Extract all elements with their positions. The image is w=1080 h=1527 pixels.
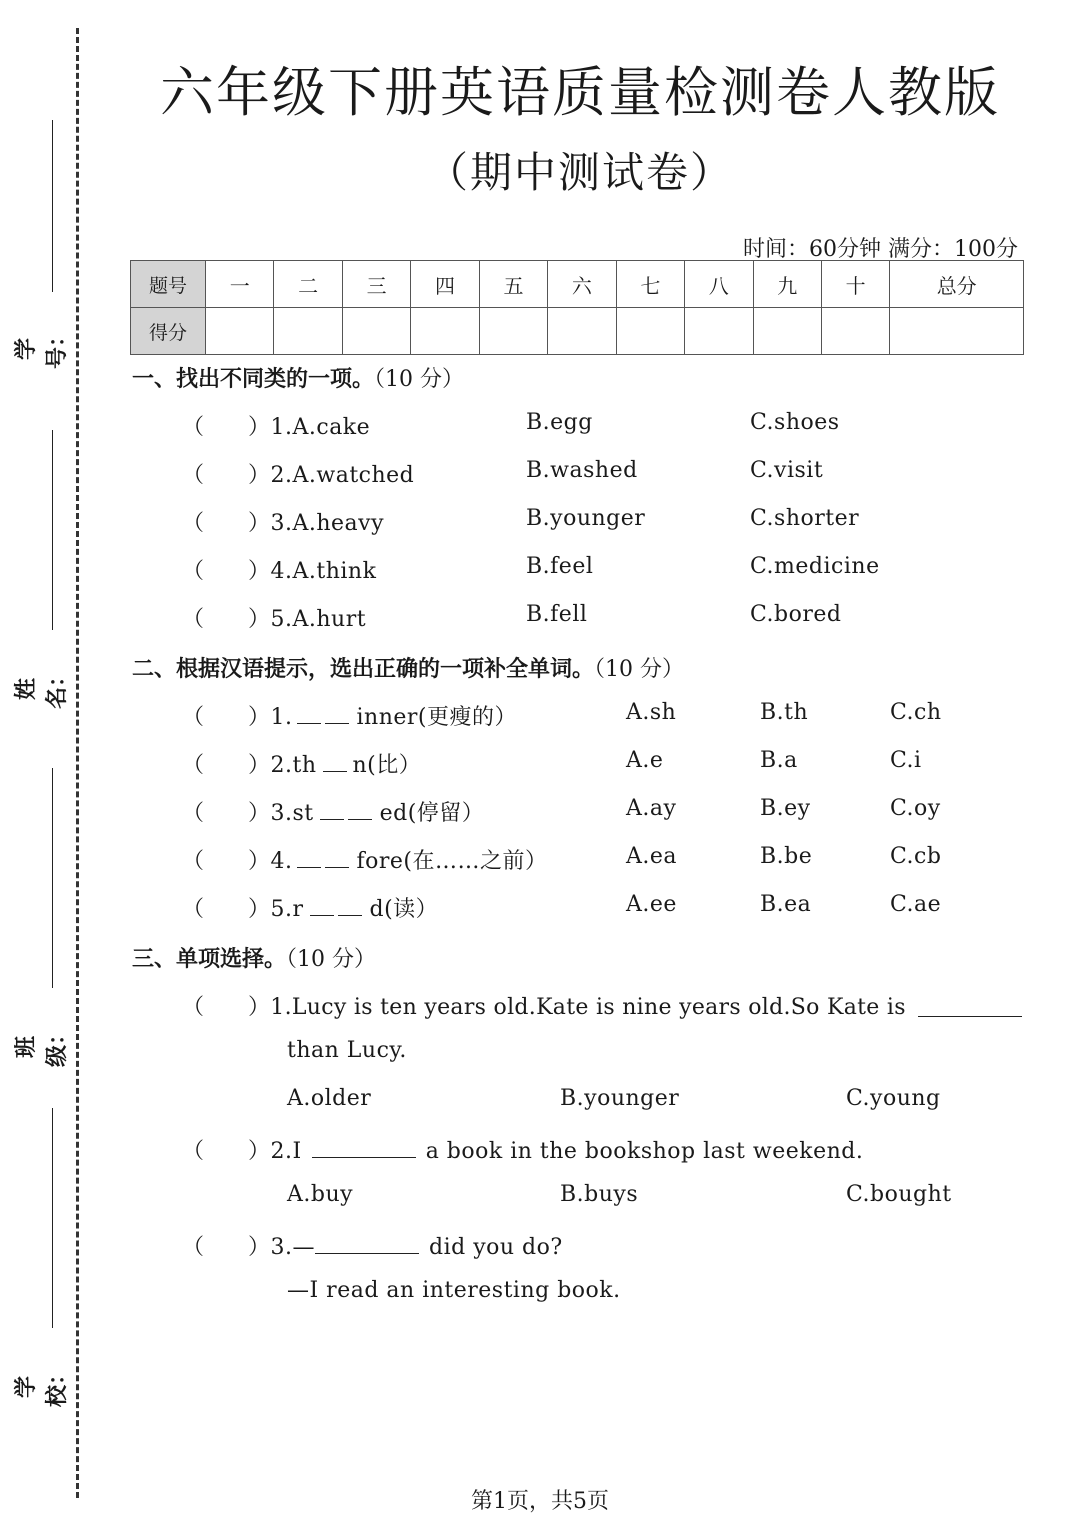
section-2-heading xyxy=(132,652,684,683)
col-total: 总分 xyxy=(890,261,1024,308)
s2-q4-b: B.be xyxy=(760,844,813,869)
s1-q4-c: C.medicine xyxy=(750,554,880,579)
s3-q2-c: C.bought xyxy=(846,1182,952,1207)
blank xyxy=(320,799,344,820)
s1-q5-b: B.fell xyxy=(526,602,588,627)
s1-q1-a: ）1.A.cake xyxy=(248,415,371,440)
s3-q2-post: a book in the bookshop last weekend. xyxy=(425,1139,864,1164)
s3-q1-c: C.young xyxy=(846,1086,941,1111)
s1-q3-a: ）3.A.heavy xyxy=(248,511,385,536)
score-cell[interactable] xyxy=(274,308,342,355)
student-no-label: 学号： xyxy=(14,324,70,369)
s2-q1-c: C.ch xyxy=(890,700,942,725)
score-cell[interactable] xyxy=(342,308,410,355)
row-label-question-no: 题号 xyxy=(131,261,206,308)
s2-q3-post: ed(停留） xyxy=(379,801,485,826)
s2-q2-c: C.i xyxy=(890,748,922,773)
s2-q3-pre: ）3.st xyxy=(248,801,314,826)
blank xyxy=(297,703,321,724)
s2-q2-b: B.a xyxy=(760,748,798,773)
s2-q2-stem xyxy=(248,748,421,779)
binding-dashed-line xyxy=(76,28,79,1498)
score-cell[interactable] xyxy=(411,308,479,355)
s1-q3-c: C.shorter xyxy=(750,506,860,531)
s3-q1-line1: ）1.Lucy is ten years old.Kate is nine years old.So Kate is xyxy=(248,995,906,1020)
answer-paren[interactable]: （ xyxy=(182,995,205,1020)
score-cell[interactable] xyxy=(821,308,889,355)
name-line xyxy=(52,430,53,630)
s2-q5-pre: ）5.r xyxy=(248,897,304,922)
s1-q4-b: B.feel xyxy=(526,554,594,579)
section-3-heading xyxy=(132,942,376,973)
col-3: 三 xyxy=(342,261,410,308)
answer-paren[interactable]: （ xyxy=(182,705,205,730)
col-8: 八 xyxy=(685,261,753,308)
s2-q1-b: B.th xyxy=(760,700,809,725)
s1-q2-c: C.visit xyxy=(750,458,824,483)
blank xyxy=(315,1233,419,1254)
s3-q1-b: B.younger xyxy=(560,1086,680,1111)
s1-q1-b: B.egg xyxy=(526,410,593,435)
s2-q2-a: A.e xyxy=(626,748,664,773)
school-line xyxy=(52,1108,53,1328)
s2-q3-a: A.ay xyxy=(626,796,677,821)
s1-q5-c: C.bored xyxy=(750,602,842,627)
s2-q5-a: A.ee xyxy=(626,892,677,917)
answer-paren[interactable]: （ xyxy=(182,801,205,826)
s2-q3-c: C.oy xyxy=(890,796,941,821)
answer-paren[interactable]: （ xyxy=(182,463,205,488)
s3-q2-pre: ）2.I xyxy=(248,1139,302,1164)
s2-q5-c: C.ae xyxy=(890,892,942,917)
time-info: 时间：60分钟 满分：100分 xyxy=(743,237,1018,262)
blank xyxy=(325,847,349,868)
score-cell[interactable] xyxy=(890,308,1024,355)
s3-q2-b: B.buys xyxy=(560,1182,639,1207)
school-label: 学校： xyxy=(14,1362,70,1407)
s2-q1-pre: ）1. xyxy=(248,705,293,730)
score-cell[interactable] xyxy=(616,308,684,355)
answer-paren[interactable]: （ xyxy=(182,607,205,632)
s2-q4-c: C.cb xyxy=(890,844,942,869)
score-cell[interactable] xyxy=(479,308,547,355)
s2-q5-stem xyxy=(248,892,438,923)
score-table-score-row xyxy=(131,308,1024,355)
s2-q2-post: n(比） xyxy=(352,753,422,778)
blank xyxy=(312,1137,416,1158)
answer-paren[interactable]: （ xyxy=(182,897,205,922)
page-footer: 第1页，共5页 xyxy=(471,1489,609,1514)
col-7: 七 xyxy=(616,261,684,308)
s2-q3-stem xyxy=(248,796,484,827)
answer-paren[interactable]: （ xyxy=(182,559,205,584)
s1-q1-c: C.shoes xyxy=(750,410,840,435)
score-table-header-row xyxy=(131,261,1024,308)
section-2-points: （10 分） xyxy=(594,657,685,682)
section-1-heading xyxy=(132,362,464,393)
section-3-points: （10 分） xyxy=(286,947,377,972)
name-label: 姓名： xyxy=(14,664,70,709)
answer-paren[interactable]: （ xyxy=(182,849,205,874)
row-label-score: 得分 xyxy=(131,308,206,355)
col-9: 九 xyxy=(753,261,821,308)
s1-q2-b: B.washed xyxy=(526,458,638,483)
blank xyxy=(297,847,321,868)
blank xyxy=(348,799,372,820)
blank xyxy=(918,996,1022,1017)
answer-paren[interactable]: （ xyxy=(182,753,205,778)
s2-q3-b: B.ey xyxy=(760,796,811,821)
col-1: 一 xyxy=(206,261,274,308)
section-2-title: 二、根据汉语提示，选出正确的一项补全单词。 xyxy=(132,657,595,682)
s2-q4-stem xyxy=(248,844,548,875)
answer-paren[interactable]: （ xyxy=(182,511,205,536)
s2-q2-pre: ）2.th xyxy=(248,753,317,778)
s3-q2-a: A.buy xyxy=(287,1182,354,1207)
col-2: 二 xyxy=(274,261,342,308)
section-3-title: 三、单项选择。 xyxy=(132,947,287,972)
score-cell[interactable] xyxy=(548,308,616,355)
s2-q4-pre: ）4. xyxy=(248,849,293,874)
s1-q2-a: ）2.A.watched xyxy=(248,463,415,488)
answer-paren[interactable]: （ xyxy=(182,1235,205,1260)
section-1-title: 一、找出不同类的一项。 xyxy=(132,367,375,392)
s3-q2-stem xyxy=(248,1134,863,1165)
col-6: 六 xyxy=(548,261,616,308)
answer-paren[interactable]: （ xyxy=(182,415,205,440)
s3-q3-post: did you do? xyxy=(429,1235,563,1260)
s3-q3-answer: —I read an interesting book. xyxy=(287,1278,621,1303)
s3-q3-pre: ）3.— xyxy=(248,1235,315,1260)
page-subtitle: （期中测试卷） xyxy=(425,148,734,197)
s2-q5-post: d(读） xyxy=(369,897,439,922)
s2-q4-post: fore(在……之前） xyxy=(356,849,548,874)
s2-q4-a: A.ea xyxy=(626,844,678,869)
page-title: 六年级下册英语质量检测卷人教版 xyxy=(160,61,1000,124)
s3-q1-line2: than Lucy. xyxy=(287,1038,407,1063)
blank xyxy=(323,751,347,772)
class-label: 班级： xyxy=(14,1022,70,1067)
s3-q1-a: A.older xyxy=(287,1086,372,1111)
s1-q5-a: ）5.A.hurt xyxy=(248,607,367,632)
answer-paren[interactable]: （ xyxy=(182,1139,205,1164)
s2-q1-post: inner(更瘦的） xyxy=(356,705,517,730)
s1-q3-b: B.younger xyxy=(526,506,646,531)
s2-q1-stem xyxy=(248,700,517,731)
blank xyxy=(310,895,334,916)
col-4: 四 xyxy=(411,261,479,308)
col-5: 五 xyxy=(479,261,547,308)
s3-q3-stem xyxy=(248,1230,563,1261)
blank xyxy=(338,895,362,916)
col-10: 十 xyxy=(821,261,889,308)
score-cell[interactable] xyxy=(206,308,274,355)
s2-q5-b: B.ea xyxy=(760,892,812,917)
s2-q1-a: A.sh xyxy=(626,700,677,725)
blank xyxy=(325,703,349,724)
s1-q4-a: ）4.A.think xyxy=(248,559,377,584)
score-cell[interactable] xyxy=(753,308,821,355)
student-no-line xyxy=(52,120,53,292)
score-cell[interactable] xyxy=(685,308,753,355)
class-line xyxy=(52,768,53,988)
section-1-points: （10 分） xyxy=(374,367,465,392)
score-table xyxy=(130,260,1024,355)
